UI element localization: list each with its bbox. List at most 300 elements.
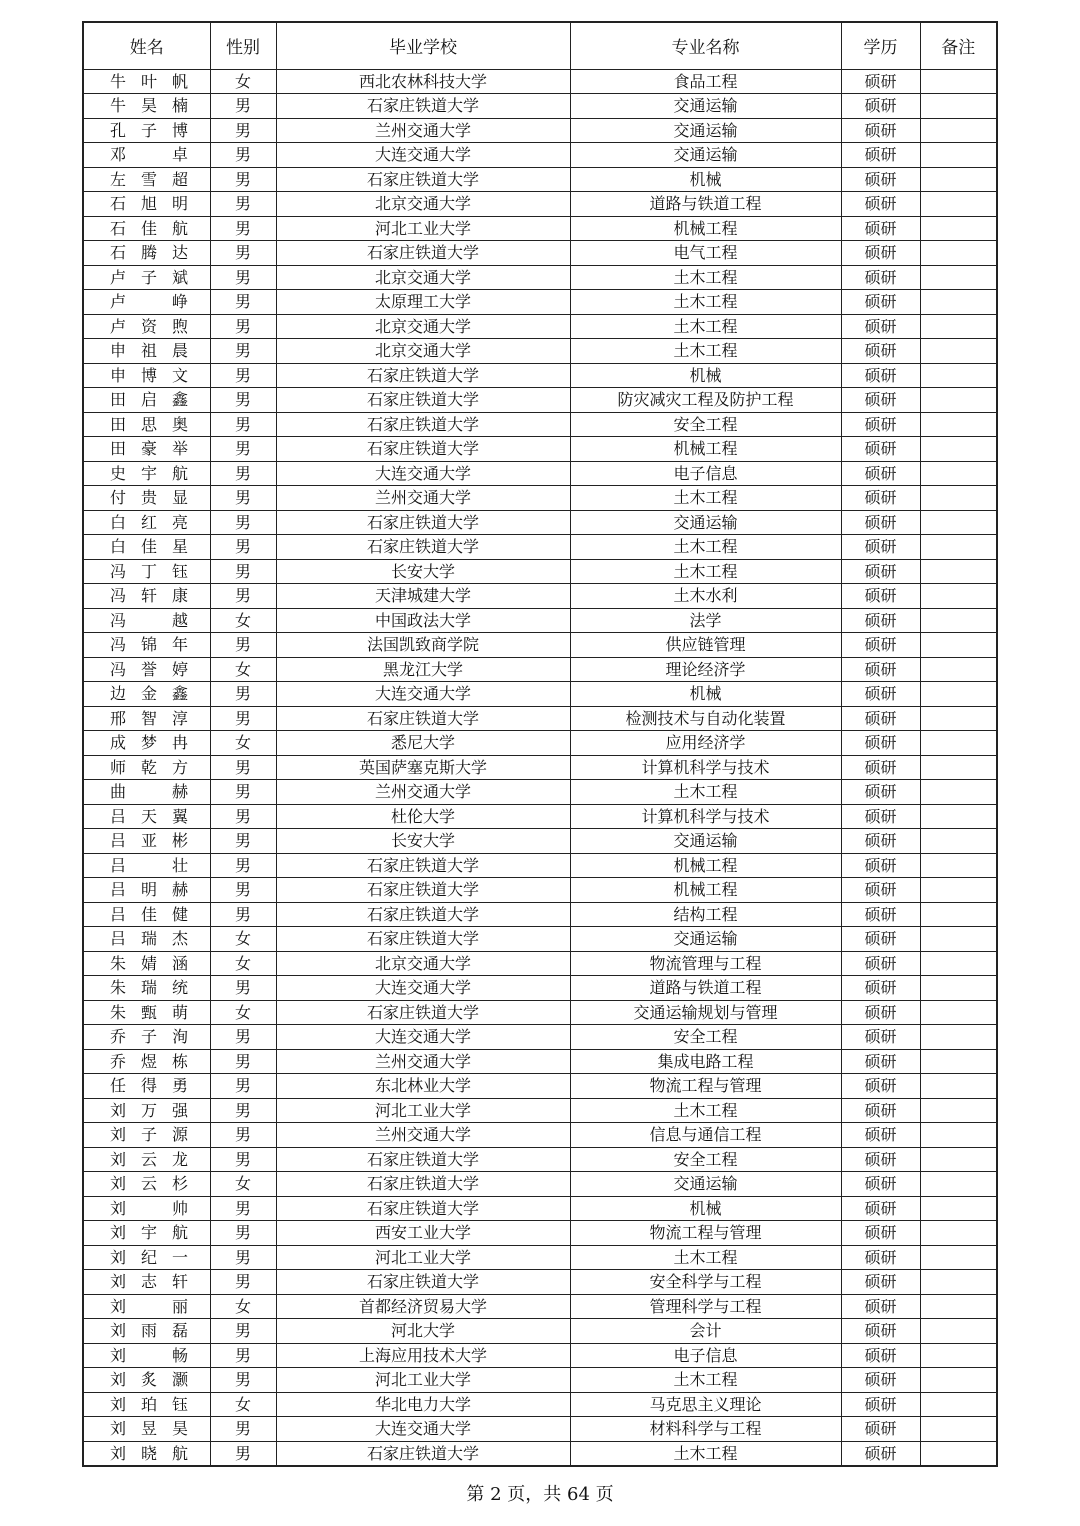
cell-school: 天津城建大学 — [276, 584, 570, 609]
person-name: 师乾方 — [110, 757, 188, 777]
cell-gender: 男 — [210, 1025, 276, 1050]
cell-degree: 硕研 — [841, 69, 920, 94]
cell-name — [83, 265, 210, 290]
cell-gender: 男 — [210, 1147, 276, 1172]
header-degree: 学历 — [841, 22, 920, 69]
cell-major: 机械工程 — [570, 878, 841, 903]
cell-major: 道路与铁道工程 — [570, 976, 841, 1001]
person-name: 刘云杉 — [110, 1174, 188, 1194]
cell-major: 交通运输 — [570, 927, 841, 952]
cell-school: 河北大学 — [276, 1319, 570, 1344]
cell-degree: 硕研 — [841, 1392, 920, 1417]
table-row — [83, 927, 997, 952]
cell-degree: 硕研 — [841, 682, 920, 707]
person-name: 吕天翼 — [110, 806, 188, 826]
cell-remarks — [920, 829, 997, 854]
person-name: 石旭明 — [110, 194, 188, 214]
person-name: 吕亚彬 — [110, 831, 188, 851]
cell-degree: 硕研 — [841, 706, 920, 731]
cell-degree: 硕研 — [841, 118, 920, 143]
cell-school: 石家庄铁道大学 — [276, 363, 570, 388]
cell-gender: 男 — [210, 1196, 276, 1221]
cell-remarks — [920, 1196, 997, 1221]
cell-gender: 男 — [210, 902, 276, 927]
cell-school: 石家庄铁道大学 — [276, 1000, 570, 1025]
cell-remarks — [920, 976, 997, 1001]
cell-degree: 硕研 — [841, 143, 920, 168]
cell-school: 悉尼大学 — [276, 731, 570, 756]
cell-name — [83, 878, 210, 903]
cell-school: 石家庄铁道大学 — [276, 1147, 570, 1172]
person-name: 冯轩康 — [110, 586, 188, 606]
cell-remarks — [920, 1270, 997, 1295]
cell-name — [83, 1294, 210, 1319]
table-row — [83, 388, 997, 413]
cell-remarks — [920, 1343, 997, 1368]
cell-major: 集成电路工程 — [570, 1049, 841, 1074]
cell-name — [83, 1270, 210, 1295]
cell-remarks — [920, 388, 997, 413]
cell-school: 北京交通大学 — [276, 951, 570, 976]
header-row — [83, 22, 997, 69]
person-name: 刘帅 — [110, 1198, 188, 1218]
cell-degree: 硕研 — [841, 1270, 920, 1295]
cell-major: 会计 — [570, 1319, 841, 1344]
cell-remarks — [920, 535, 997, 560]
cell-gender: 男 — [210, 461, 276, 486]
cell-school: 上海应用技术大学 — [276, 1343, 570, 1368]
person-name: 吕瑞杰 — [110, 929, 188, 949]
cell-gender: 男 — [210, 192, 276, 217]
cell-degree: 硕研 — [841, 853, 920, 878]
cell-name — [83, 510, 210, 535]
table-row — [83, 412, 997, 437]
person-name: 申博文 — [110, 365, 188, 385]
person-name: 左雪超 — [110, 169, 188, 189]
cell-gender: 男 — [210, 94, 276, 119]
cell-major: 材料科学与工程 — [570, 1417, 841, 1442]
cell-name — [83, 804, 210, 829]
cell-gender: 男 — [210, 388, 276, 413]
cell-name — [83, 1441, 210, 1466]
cell-name — [83, 339, 210, 364]
cell-school: 石家庄铁道大学 — [276, 241, 570, 266]
cell-degree: 硕研 — [841, 633, 920, 658]
person-name: 吕佳健 — [110, 904, 188, 924]
cell-name — [83, 1049, 210, 1074]
cell-school: 兰州交通大学 — [276, 118, 570, 143]
cell-gender: 女 — [210, 608, 276, 633]
table-row — [83, 1221, 997, 1246]
table-row — [83, 192, 997, 217]
cell-name — [83, 853, 210, 878]
cell-name — [83, 1172, 210, 1197]
cell-remarks — [920, 1368, 997, 1393]
cell-degree: 硕研 — [841, 1098, 920, 1123]
cell-gender: 男 — [210, 706, 276, 731]
cell-major: 机械 — [570, 363, 841, 388]
cell-remarks — [920, 1245, 997, 1270]
cell-gender: 男 — [210, 853, 276, 878]
cell-remarks — [920, 608, 997, 633]
cell-remarks — [920, 314, 997, 339]
cell-remarks — [920, 1098, 997, 1123]
cell-gender: 女 — [210, 69, 276, 94]
cell-name — [83, 1098, 210, 1123]
cell-major: 电气工程 — [570, 241, 841, 266]
cell-degree: 硕研 — [841, 951, 920, 976]
table-row — [83, 829, 997, 854]
cell-name — [83, 1074, 210, 1099]
cell-name — [83, 1123, 210, 1148]
cell-degree: 硕研 — [841, 1294, 920, 1319]
cell-gender: 男 — [210, 118, 276, 143]
person-name: 石佳航 — [110, 218, 188, 238]
cell-major: 土木工程 — [570, 290, 841, 315]
cell-major: 理论经济学 — [570, 657, 841, 682]
cell-degree: 硕研 — [841, 510, 920, 535]
cell-degree: 硕研 — [841, 290, 920, 315]
cell-major: 土木工程 — [570, 1441, 841, 1466]
cell-major: 交通运输 — [570, 1172, 841, 1197]
cell-degree: 硕研 — [841, 1221, 920, 1246]
person-name: 卢资煦 — [110, 316, 188, 336]
table-row — [83, 1000, 997, 1025]
cell-major: 法学 — [570, 608, 841, 633]
table-row — [83, 510, 997, 535]
cell-school: 石家庄铁道大学 — [276, 510, 570, 535]
cell-major: 机械工程 — [570, 437, 841, 462]
cell-gender: 男 — [210, 1123, 276, 1148]
cell-major: 交通运输 — [570, 118, 841, 143]
person-name: 卢子斌 — [110, 267, 188, 287]
cell-major: 交通运输规划与管理 — [570, 1000, 841, 1025]
cell-remarks — [920, 1294, 997, 1319]
cell-degree: 硕研 — [841, 363, 920, 388]
table-row — [83, 1049, 997, 1074]
cell-major: 物流工程与管理 — [570, 1074, 841, 1099]
table-row — [83, 1196, 997, 1221]
cell-major: 机械 — [570, 167, 841, 192]
cell-major: 土木工程 — [570, 339, 841, 364]
cell-name — [83, 976, 210, 1001]
cell-degree: 硕研 — [841, 1196, 920, 1221]
cell-major: 食品工程 — [570, 69, 841, 94]
cell-remarks — [920, 584, 997, 609]
cell-degree: 硕研 — [841, 780, 920, 805]
cell-major: 机械工程 — [570, 853, 841, 878]
cell-degree: 硕研 — [841, 902, 920, 927]
cell-name — [83, 486, 210, 511]
cell-name — [83, 437, 210, 462]
table-row — [83, 1270, 997, 1295]
table-row — [83, 853, 997, 878]
page-footer: 第 2 页，共 64 页 — [466, 1484, 614, 1505]
cell-gender: 男 — [210, 339, 276, 364]
person-name: 白佳星 — [110, 537, 188, 557]
header-name: 姓名 — [83, 22, 210, 69]
cell-school: 首都经济贸易大学 — [276, 1294, 570, 1319]
cell-school: 东北林业大学 — [276, 1074, 570, 1099]
cell-major: 土木工程 — [570, 780, 841, 805]
cell-degree: 硕研 — [841, 1049, 920, 1074]
cell-remarks — [920, 143, 997, 168]
cell-remarks — [920, 437, 997, 462]
cell-major: 信息与通信工程 — [570, 1123, 841, 1148]
cell-remarks — [920, 731, 997, 756]
cell-gender: 男 — [210, 437, 276, 462]
cell-remarks — [920, 1221, 997, 1246]
cell-school: 石家庄铁道大学 — [276, 535, 570, 560]
cell-major: 交通运输 — [570, 829, 841, 854]
cell-school: 石家庄铁道大学 — [276, 902, 570, 927]
person-name: 刘丽 — [110, 1296, 188, 1316]
cell-gender: 男 — [210, 412, 276, 437]
header-remarks: 备注 — [920, 22, 997, 69]
cell-major: 交通运输 — [570, 94, 841, 119]
cell-degree: 硕研 — [841, 1025, 920, 1050]
person-name: 刘纪一 — [110, 1247, 188, 1267]
cell-name — [83, 1368, 210, 1393]
cell-gender: 男 — [210, 1245, 276, 1270]
cell-gender: 男 — [210, 1270, 276, 1295]
cell-name — [83, 216, 210, 241]
cell-remarks — [920, 192, 997, 217]
cell-remarks — [920, 559, 997, 584]
cell-major: 交通运输 — [570, 143, 841, 168]
table-row — [83, 657, 997, 682]
cell-major: 机械 — [570, 682, 841, 707]
table-row — [83, 69, 997, 94]
cell-name — [83, 1417, 210, 1442]
cell-name — [83, 412, 210, 437]
cell-remarks — [920, 412, 997, 437]
table-row — [83, 1098, 997, 1123]
cell-degree: 硕研 — [841, 878, 920, 903]
person-name: 付贵显 — [110, 488, 188, 508]
cell-remarks — [920, 853, 997, 878]
table-row — [83, 1441, 997, 1466]
table-row — [83, 1417, 997, 1442]
cell-remarks — [920, 755, 997, 780]
cell-name — [83, 1221, 210, 1246]
cell-remarks — [920, 1000, 997, 1025]
person-name: 刘云龙 — [110, 1149, 188, 1169]
cell-name — [83, 192, 210, 217]
cell-degree: 硕研 — [841, 976, 920, 1001]
cell-name — [83, 927, 210, 952]
person-name: 刘雨磊 — [110, 1321, 188, 1341]
cell-gender: 女 — [210, 1172, 276, 1197]
cell-remarks — [920, 1172, 997, 1197]
cell-school: 大连交通大学 — [276, 143, 570, 168]
cell-gender: 男 — [210, 1441, 276, 1466]
cell-remarks — [920, 486, 997, 511]
table-row — [83, 1074, 997, 1099]
table-row — [83, 339, 997, 364]
cell-major: 交通运输 — [570, 510, 841, 535]
person-name: 白红亮 — [110, 512, 188, 532]
cell-degree: 硕研 — [841, 559, 920, 584]
cell-school: 石家庄铁道大学 — [276, 706, 570, 731]
person-name: 成梦冉 — [110, 733, 188, 753]
cell-gender: 男 — [210, 167, 276, 192]
header-gender: 性别 — [210, 22, 276, 69]
cell-major: 安全工程 — [570, 1025, 841, 1050]
cell-school: 大连交通大学 — [276, 1025, 570, 1050]
person-name: 史宇航 — [110, 463, 188, 483]
cell-school: 黑龙江大学 — [276, 657, 570, 682]
cell-school: 北京交通大学 — [276, 192, 570, 217]
person-name: 乔煜栋 — [110, 1051, 188, 1071]
person-name: 吕壮 — [110, 855, 188, 875]
cell-remarks — [920, 780, 997, 805]
table-row — [83, 682, 997, 707]
table-row — [83, 314, 997, 339]
cell-degree: 硕研 — [841, 1441, 920, 1466]
cell-degree: 硕研 — [841, 608, 920, 633]
person-name: 朱瑞统 — [110, 978, 188, 998]
cell-major: 土木工程 — [570, 1368, 841, 1393]
table-row — [83, 1172, 997, 1197]
cell-school: 长安大学 — [276, 559, 570, 584]
table-row — [83, 902, 997, 927]
cell-remarks — [920, 1025, 997, 1050]
table-row — [83, 584, 997, 609]
table-row — [83, 486, 997, 511]
cell-gender: 男 — [210, 1319, 276, 1344]
cell-degree: 硕研 — [841, 265, 920, 290]
cell-name — [83, 94, 210, 119]
cell-major: 应用经济学 — [570, 731, 841, 756]
person-name: 朱婧涵 — [110, 953, 188, 973]
cell-major: 机械工程 — [570, 216, 841, 241]
cell-major: 检测技术与自动化装置 — [570, 706, 841, 731]
person-name: 冯丁钰 — [110, 561, 188, 581]
cell-major: 机械 — [570, 1196, 841, 1221]
cell-remarks — [920, 902, 997, 927]
cell-gender: 女 — [210, 927, 276, 952]
cell-remarks — [920, 265, 997, 290]
cell-remarks — [920, 69, 997, 94]
cell-name — [83, 535, 210, 560]
cell-gender: 女 — [210, 1392, 276, 1417]
cell-degree: 硕研 — [841, 461, 920, 486]
cell-name — [83, 69, 210, 94]
cell-gender: 男 — [210, 1343, 276, 1368]
cell-name — [83, 241, 210, 266]
cell-degree: 硕研 — [841, 731, 920, 756]
cell-school: 法国凯致商学院 — [276, 633, 570, 658]
cell-name — [83, 731, 210, 756]
cell-school: 北京交通大学 — [276, 339, 570, 364]
cell-gender: 男 — [210, 1368, 276, 1393]
cell-school: 兰州交通大学 — [276, 1123, 570, 1148]
person-name: 朱甄萌 — [110, 1002, 188, 1022]
cell-name — [83, 1319, 210, 1344]
table-row — [83, 143, 997, 168]
cell-remarks — [920, 339, 997, 364]
person-name: 刘昱昊 — [110, 1419, 188, 1439]
table-row — [83, 216, 997, 241]
cell-school: 河北工业大学 — [276, 1098, 570, 1123]
cell-name — [83, 314, 210, 339]
cell-name — [83, 1392, 210, 1417]
table-row — [83, 804, 997, 829]
cell-gender: 男 — [210, 1098, 276, 1123]
table-row — [83, 241, 997, 266]
person-name: 石腾达 — [110, 243, 188, 263]
cell-school: 兰州交通大学 — [276, 780, 570, 805]
cell-school: 石家庄铁道大学 — [276, 388, 570, 413]
cell-school: 大连交通大学 — [276, 461, 570, 486]
cell-name — [83, 118, 210, 143]
cell-major: 安全工程 — [570, 412, 841, 437]
person-name: 邓卓 — [110, 145, 188, 165]
cell-school: 石家庄铁道大学 — [276, 1441, 570, 1466]
cell-gender: 男 — [210, 486, 276, 511]
cell-major: 土木工程 — [570, 535, 841, 560]
cell-school: 石家庄铁道大学 — [276, 1270, 570, 1295]
table-row — [83, 535, 997, 560]
header-school: 毕业学校 — [276, 22, 570, 69]
cell-school: 河北工业大学 — [276, 1368, 570, 1393]
cell-degree: 硕研 — [841, 486, 920, 511]
cell-degree: 硕研 — [841, 388, 920, 413]
cell-gender: 男 — [210, 510, 276, 535]
cell-major: 土木工程 — [570, 486, 841, 511]
cell-school: 西安工业大学 — [276, 1221, 570, 1246]
cell-degree: 硕研 — [841, 241, 920, 266]
table-body — [83, 69, 997, 1466]
cell-school: 石家庄铁道大学 — [276, 94, 570, 119]
cell-degree: 硕研 — [841, 192, 920, 217]
person-name: 冯锦年 — [110, 635, 188, 655]
cell-name — [83, 388, 210, 413]
table-row — [83, 951, 997, 976]
table-row — [83, 633, 997, 658]
cell-remarks — [920, 363, 997, 388]
cell-degree: 硕研 — [841, 584, 920, 609]
cell-major: 土木水利 — [570, 584, 841, 609]
cell-degree: 硕研 — [841, 657, 920, 682]
table-row — [83, 1392, 997, 1417]
cell-degree: 硕研 — [841, 1319, 920, 1344]
cell-remarks — [920, 1441, 997, 1466]
cell-gender: 男 — [210, 633, 276, 658]
cell-gender: 男 — [210, 1221, 276, 1246]
table-row — [83, 1368, 997, 1393]
person-name: 刘子源 — [110, 1125, 188, 1145]
cell-name — [83, 902, 210, 927]
table-row — [83, 976, 997, 1001]
roster-sheet — [82, 21, 996, 1467]
person-name: 田思奥 — [110, 414, 188, 434]
cell-major: 物流工程与管理 — [570, 1221, 841, 1246]
cell-remarks — [920, 706, 997, 731]
cell-major: 土木工程 — [570, 1245, 841, 1270]
cell-major: 安全工程 — [570, 1147, 841, 1172]
cell-gender: 女 — [210, 731, 276, 756]
cell-name — [83, 1196, 210, 1221]
cell-school: 河北工业大学 — [276, 1245, 570, 1270]
person-name: 申祖晨 — [110, 341, 188, 361]
cell-degree: 硕研 — [841, 755, 920, 780]
cell-remarks — [920, 461, 997, 486]
cell-name — [83, 290, 210, 315]
cell-school: 兰州交通大学 — [276, 486, 570, 511]
cell-remarks — [920, 290, 997, 315]
